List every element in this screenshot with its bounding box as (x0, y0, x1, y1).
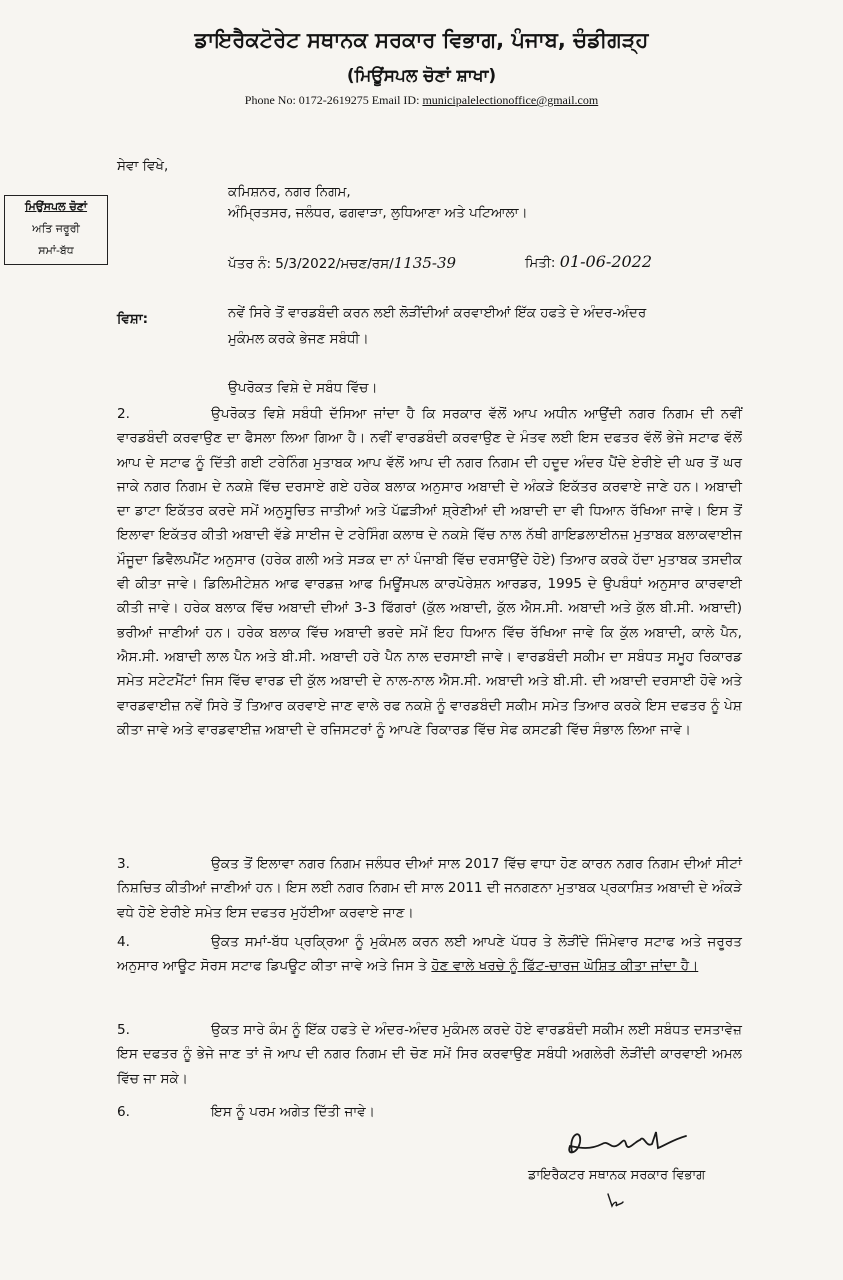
intro-line: ਉਪਰੋਕਤ ਵਿਸ਼ੇ ਦੇ ਸਬੰਧ ਵਿੱਚ। (228, 380, 378, 396)
paragraph-5-number: 5. (117, 1022, 130, 1038)
paragraph-3-text: ਉਕਤ ਤੋਂ ਇਲਾਵਾ ਨਗਰ ਨਿਗਮ ਜਲੰਧਰ ਦੀਆਂ ਸਾਲ 2017 ਵਿੱਚ ਵਾਧਾ ਹੋਣ ਕਾਰਨ ਨਗਰ ਨਿਗਮ ਦੀਆਂ ਸੀਟਾਂ ਨਿਸ਼ਚਿਤ ਕੀਤੀਆਂ ਜਾਣੀਆਂ ਹਨ। ਇਸ ਲਈ ਨਗਰ ਨਿਗਮ ਦੀ ਸਾਲ 2011 ਦੀ ਜਨਗਣਨਾ ਮੁਤਾਬਕ ਪ੍ਰਕਾਸ਼ਿਤ ਅਬਾਦੀ ਦੇ ਅੰਕੜੇ ਵਧੇ ਹੋਏ ਏਰੀਏ ਸਮੇਤ ਇਸ ਦਫਤਰ ਮੁਹੱਈਆ ਕਰਵਾਏ ਜਾਣ। (117, 856, 742, 921)
letter-number (228, 254, 456, 272)
letterhead-title: ਡਾਇਰੈਕਟੋਰੇਟ ਸਥਾਨਕ ਸਰਕਾਰ ਵਿਭਾਗ, ਪੰਜਾਬ, ਚੰਡੀਗੜ੍ਹ (194, 28, 649, 52)
stamp-line-1: ਮਿਉਂਸਪਲ ਚੋਣਾਂ (24, 200, 88, 213)
paragraph-4-underlined: ਹੋਣ ਵਾਲੇ ਖਰਚੇ ਨੂੰ ਫਿੱਟ-ਚਾਰਜ ਘੋਸ਼ਿਤ ਕੀਤਾ ਜਾਂਦਾ ਹੈ। (431, 958, 699, 975)
contact-email-link[interactable]: municipalelectionoffice@gmail.com (422, 93, 599, 107)
paragraph-2 (117, 402, 742, 742)
recipient-line-2: ਅੰਮ੍ਰਿਤਸਰ, ਜਲੰਧਰ, ਫਗਵਾੜਾ, ਲੁਧਿਆਣਾ ਅਤੇ ਪਟਿਆਲਾ। (228, 205, 528, 221)
paragraph-2-text: ਉਪਰੋਕਤ ਵਿਸ਼ੇ ਸਬੰਧੀ ਦੱਸਿਆ ਜਾਂਦਾ ਹੈ ਕਿ ਸਰਕਾਰ ਵੱਲੋਂ ਆਪ ਅਧੀਨ ਆਉਂਦੀ ਨਗਰ ਨਿਗਮ ਦੀ ਨਵੀਂ ਵਾਰਡਬੰਦੀ ਕਰਵਾਉਣ ਦਾ ਫੈਸਲਾ ਲਿਆ ਗਿਆ ਹੈ। ਨਵੀਂ ਵਾਰਡਬੰਦੀ ਕਰਵਾਉਣ ਦੇ ਮੰਤਵ ਲਈ ਇਸ ਦਫਤਰ ਵੱਲੋਂ ਭੇਜੇ ਸਟਾਫ ਵੱਲੋਂ ਆਪ ਦੇ ਸਟਾਫ ਨੂੰ ਦਿੱਤੀ ਗਈ ਟਰੇਨਿੰਗ ਮੁਤਾਬਕ ਆਪ ਵੱਲੋਂ ਆਪ ਦੀ ਨਗਰ ਨਿਗਮ ਦੀ ਹਦੂਦ ਅੰਦਰ ਪੈਂਦੇ ਏਰੀਏ ਦੀ ਘਰ ਤੋਂ ਘਰ ਜਾਕੇ ਨਗਰ ਨਿਗਮ ਦੇ ਨਕਸ਼ੇ ਵਿੱਚ ਦਰਸਾਏ ਗਏ ਹਰੇਕ ਬਲਾਕ ਅਨੁਸਾਰ ਅਬਾਦੀ ਦੇ ਅੰਕੜੇ ਇਕੱਤਰ ਕਰਵਾਏ ਜਾਣੇ ਹਨ। ਅਬਾਦੀ ਦਾ ਡਾਟਾ ਇਕੱਤਰ ਕਰਦੇ ਸਮੇਂ ਅਨੁਸੂਚਿਤ ਜਾਤੀਆਂ ਅਤੇ ਪੱਛੜੀਆਂ ਸ਼੍ਰੇਣੀਆਂ ਦੀ ਅਬਾਦੀ ਦਾ ਵੀ ਧਿਆਨ ਰੱਖਿਆ ਜਾਵੇ। ਇਸ ਤੋਂ ਇਲਾਵਾ ਇਕੱਤਰ ਕੀਤੀ ਅਬਾਦੀ ਵੱਡੇ ਸਾਈਜ ਦੇ ਟਰੇਸਿੰਗ ਕਲਾਥ ਦੇ ਨਕਸ਼ੇ ਵਿੱਚ ਨਾਲ ਨੱਥੀ ਗਾਇਡਲਾਈਨਜ਼ ਮੁਤਾਬਕ ਬਲਾਕਵਾਈਜ ਮੌਜੂਦਾ ਡਿਵੈਲਪਮੈਂਟ ਅਨੁਸਾਰ (ਹਰੇਕ ਗਲੀ ਅਤੇ ਸੜਕ ਦਾ ਨਾਂ ਪੰਜਾਬੀ ਵਿੱਚ ਦਰਸਾਉਂਦੇ ਹੋਏ) ਤਿਆਰ ਕਰਕੇ ਹੱਦਾ ਮੁਤਾਬਕ ਤਸਦੀਕ ਵੀ ਕੀਤਾ ਜਾਵੇ। ਡਿਲਿਮੀਟੇਸ਼ਨ ਆਫ ਵਾਰਡਜ਼ ਆਫ ਮਿਊਂਸਪਲ ਕਾਰਪੋਰੇਸ਼ਨ ਆਰਡਰ, 1995 ਦੇ ਉਪਬੰਧਾਂ ਅਨੁਸਾਰ ਕਾਰਵਾਈ ਕੀਤੀ ਜਾਵੇ। ਹਰੇਕ ਬਲਾਕ ਵਿੱਚ ਅਬਾਦੀ ਦੀਆਂ 3-3 ਫਿੱਗਰਾਂ (ਕੁੱਲ ਅਬਾਦੀ, ਕੁੱਲ ਐਸ.ਸੀ. ਅਬਾਦੀ ਅਤੇ ਕੁੱਲ ਬੀ.ਸੀ. ਅਬਾਦੀ) ਭਰੀਆਂ ਜਾਣੀਆਂ ਹਨ। ਹਰੇਕ ਬਲਾਕ ਵਿੱਚ ਅਬਾਦੀ ਭਰਦੇ ਸਮੇਂ ਇਹ ਧਿਆਨ ਵਿੱਚ ਰੱਖਿਆ ਜਾਵੇ ਕਿ ਕੁੱਲ ਅਬਾਦੀ, ਕਾਲੇ ਪੈਨ, ਐਸ.ਸੀ. ਅਬਾਦੀ ਲਾਲ ਪੈਨ ਅਤੇ ਬੀ.ਸੀ. ਅਬਾਦੀ ਹਰੇ ਪੈਨ ਨਾਲ ਦਰਸਾਈ ਜਾਵੇ। ਵਾਰਡਬੰਦੀ ਸਕੀਮ ਦਾ ਸਬੰਧਤ ਸਮੂਹ ਰਿਕਾਰਡ ਸਮੇਤ ਸਟੇਟਮੈਂਟਾਂ ਜਿਸ ਵਿੱਚ ਵਾਰਡ ਦੀ ਕੁੱਲ ਅਬਾਦੀ ਦੇ ਨਾਲ-ਨਾਲ ਐਸ.ਸੀ. ਅਬਾਦੀ ਅਤੇ ਬੀ.ਸੀ. ਦੀ ਅਬਾਦੀ ਦਰਸਾਈ ਹੋਵੇ ਅਤੇ ਵਾਰਡਵਾਈਜ਼ ਨਵੇਂ ਸਿਰੇ ਤੋਂ ਤਿਆਰ ਕਰਵਾਏ ਜਾਣ ਵਾਲੇ ਰਫ ਨਕਸ਼ੇ ਨੂੰ ਵਾਰਡਬੰਦੀ ਸਕੀਮ ਸਮੇਤ ਤਿਆਰ ਕਰਕੇ ਇਸ ਦਫਤਰ ਨੂੰ ਪੇਸ਼ ਕੀਤਾ ਜਾਵੇ ਅਤੇ ਵਾਰਡਵਾਈਜ਼ ਅਬਾਦੀ ਦੇ ਰਜਿਸਟਰਾਂ ਨੂੰ ਆਪਣੇ ਰਿਕਾਰਡ ਵਿੱਚ ਸੇਫ ਕਸਟਡੀ ਵਿੱਚ ਸੰਭਾਲ ਲਿਆ ਜਾਵੇ। (117, 406, 742, 738)
paragraph-6-text: ਇਸ ਨੂੰ ਪਰਮ ਅਗੇਤ ਦਿੱਤੀ ਜਾਵੇ। (211, 1104, 375, 1120)
paragraph-4-number: 4. (117, 934, 130, 950)
signatory-designation: ਡਾਇਰੈਕਟਰ ਸਥਾਨਕ ਸਰਕਾਰ ਵਿਭਾਗ (528, 1168, 706, 1183)
paragraph-5 (117, 1018, 742, 1091)
letter-number-handwritten: 1135-39 (393, 254, 457, 272)
initials-mark (604, 1190, 626, 1212)
recipient-line-1: ਕਮਿਸ਼ਨਰ, ਨਗਰ ਨਿਗਮ, (228, 184, 351, 200)
stamp-line-3: ਸਮਾਂ-ਬੱਧ (38, 244, 74, 257)
paragraph-4 (117, 930, 742, 979)
letterhead-contact (0, 93, 843, 108)
subject-label: ਵਿਸ਼ਾ: (117, 311, 149, 327)
paragraph-2-number: 2. (117, 406, 130, 422)
date-handwritten: 01-06-2022 (559, 252, 653, 271)
signature-scribble (560, 1122, 700, 1162)
paragraph-6 (117, 1100, 742, 1124)
paragraph-3 (117, 852, 742, 925)
salutation: ਸੇਵਾ ਵਿਖੇ, (117, 158, 169, 174)
priority-stamp (4, 195, 108, 265)
paragraph-3-number: 3. (117, 856, 130, 872)
date-label: ਮਿਤੀ: (525, 255, 556, 271)
letter-date (525, 252, 652, 271)
subject-line-1: ਨਵੇਂ ਸਿਰੇ ਤੋਂ ਵਾਰਡਬੰਦੀ ਕਰਨ ਲਈ ਲੋੜੀਂਦੀਆਂ ਕਰਵਾਈਆਂ ਇੱਕ ਹਫਤੇ ਦੇ ਅੰਦਰ-ਅੰਦਰ (228, 305, 647, 321)
letterhead-subtitle: (ਮਿਊਂਸਪਲ ਚੋਣਾਂ ਸ਼ਾਖਾ) (346, 66, 497, 86)
subject-line-2: ਮੁਕੰਮਲ ਕਰਕੇ ਭੇਜਣ ਸਬੰਧੀ। (228, 331, 369, 347)
paragraph-4-text: ਉਕਤ ਸਮਾਂ-ਬੱਧ ਪ੍ਰਕ੍ਰਿਆ ਨੂੰ ਮੁਕੰਮਲ ਕਰਨ ਲਈ ਆਪਣੇ ਪੱਧਰ ਤੇ ਲੋੜੀਂਦੇ ਜਿੰਮੇਵਾਰ ਸਟਾਫ ਅਤੇ ਜਰੂਰਤ ਅਨੁਸਾਰ ਆਊਟ ਸੋਰਸ ਸਟਾਫ ਡਿਪਊਟ ਕੀਤਾ ਜਾਵੇ ਅਤੇ ਜਿਸ ਤੇ (117, 934, 742, 975)
stamp-line-2: ਅਤਿ ਜਰੂਰੀ (32, 222, 80, 235)
paragraph-6-number: 6. (117, 1104, 130, 1120)
contact-phone: Phone No: 0172-2619275 Email ID: (244, 93, 423, 107)
paragraph-5-text: ਉਕਤ ਸਾਰੇ ਕੰਮ ਨੂੰ ਇੱਕ ਹਫਤੇ ਦੇ ਅੰਦਰ-ਅੰਦਰ ਮੁਕੰਮਲ ਕਰਦੇ ਹੋਏ ਵਾਰਡਬੰਦੀ ਸਕੀਮ ਲਈ ਸਬੰਧਤ ਦਸਤਾਵੇਜ਼ ਇਸ ਦਫਤਰ ਨੂੰ ਭੇਜੇ ਜਾਣ ਤਾਂ ਜੋ ਆਪ ਦੀ ਨਗਰ ਨਿਗਮ ਦੀ ਚੋਣ ਸਮੇਂ ਸਿਰ ਕਰਵਾਉਣ ਸਬੰਧੀ ਅਗਲੇਰੀ ਲੋੜੀਂਦੀ ਕਾਰਵਾਈ ਅਮਲ ਵਿੱਚ ਜਾ ਸਕੇ। (117, 1022, 742, 1087)
letter-number-label: ਪੱਤਰ ਨੰ: 5/3/2022/ਮਚਣ/ਰਸ/ (228, 256, 394, 272)
